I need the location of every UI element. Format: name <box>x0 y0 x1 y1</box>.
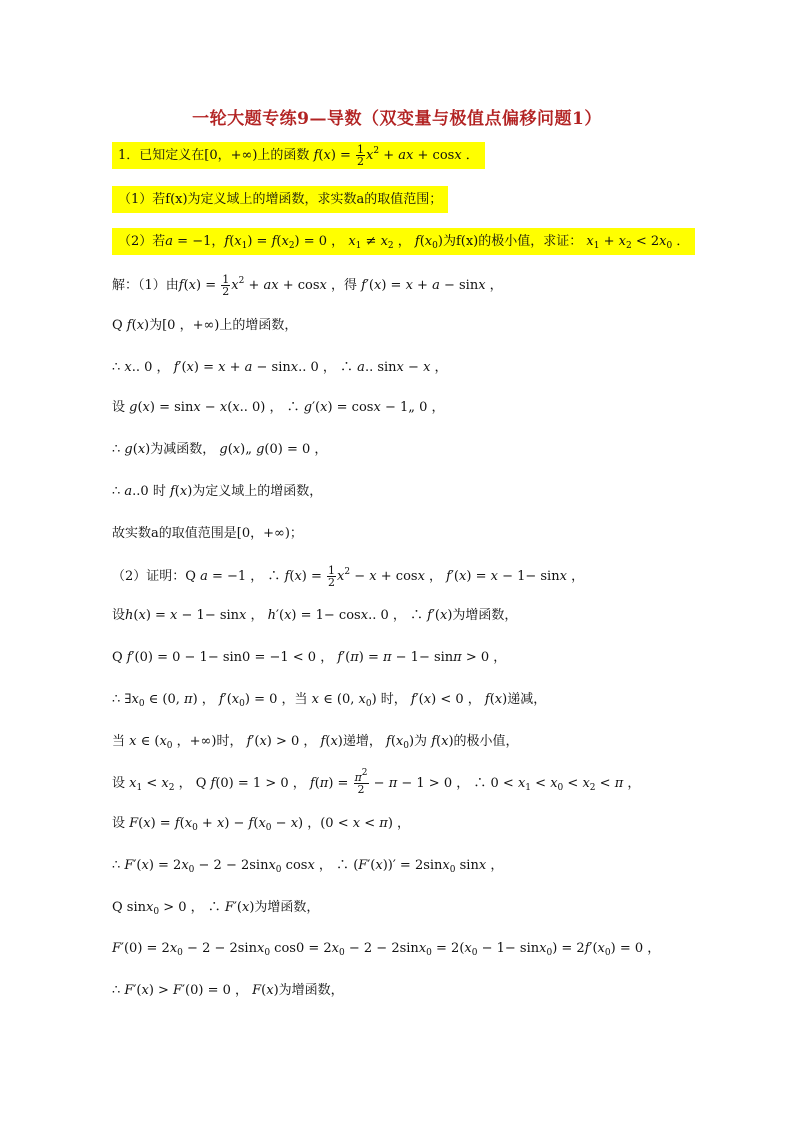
solution-line-10: Q f′(0) = 0 − 1− sin0 = −1 < 0 ， f′(π) = π − 1− sinπ > 0 ， <box>112 650 507 665</box>
solution-line-18: ∴ F′(x) > F′(0) = 0 ， F(x)为增函数， <box>112 983 344 998</box>
solution-line-9: 设h(x) = x − 1− sinx ， h′(x) = 1− cosx.. 0 ， ∴ f′(x)为增函数， <box>112 608 518 623</box>
solution-line-1: 解：（1）由f(x) = $\frac{1}{2}$ $x^2$ + ax + cosx ，得 f′(x) = x + a − sinx ， <box>112 273 503 298</box>
solution-line-7: 故实数a的取值范围是[0，+∞)； <box>112 526 303 541</box>
problem-stem: 1．已知定义在[0，+∞)上的函数 f(x) = $\frac{1}{2}$ $x^2$ + ax + cosx ． <box>112 144 485 167</box>
solution-line-15: ∴ $F'(x) = 2x_0 - 2 - 2\sin x_0$ cosx ， ∴ (F′(x))′ = 2sinx$_0$ sinx ， <box>112 858 504 875</box>
solution-line-2: Q f(x)为[0 ，+∞)上的增函数， <box>112 318 298 333</box>
page-title: 一轮大题专练9—导数（双变量与极值点偏移问题1） <box>192 109 602 129</box>
solution-line-8: （2）证明：Q a = −1 ， ∴ f(x) = $\frac{1}{2}$ $x^2 - x + \cos x$ ， f′(x) = x − 1− sinx ， <box>112 564 585 589</box>
solution-line-3: ∴ x.. 0 ， f′(x) = x + a − sinx.. 0 ， ∴ a.. sinx − x ， <box>112 360 448 375</box>
solution-line-17: $F'(0) = 2x_0 - 2 - 2\sin x_0$ $\cos 0 = 2x_0 - 2 - 2\sin x_0 = 2(x_0 - 1- \sin x_0) = 2f'(x_0) = 0$ ， <box>112 941 661 958</box>
solution-line-6: ∴ a..0 时 f(x)为定义域上的增函数， <box>112 484 323 499</box>
solution-line-14: 设 $F(x) = f(x_0 + x) - f(x_0 - x)$ ，(0 < x < π) ， <box>112 816 411 833</box>
solution-line-11: ∴ $\exists x_0$ ∈ (0, π) ， $f'(x_0) = 0$ ，当 x ∈ (0, $x_0$) 时， f′(x) < 0 ， f(x)递减， <box>112 692 547 709</box>
problem-part2: （2）若a = −1，$f(x_1) = f(x_2) = 0$ ， $x_1 \ne x_2$ ， $f(x_0)$为f(x)的极小值，求证： $x_1 + x_2 < 2x_0$ ． <box>112 232 695 252</box>
solution-line-13: 设 $x_1 < x_2$ ， Q f(0) = 1 > 0 ， f(π) = $\frac{\pi^2}{2}$ − π − 1 > 0 ， ∴ $0 < x_1 < x_0 < x_2 < \pi$ ， <box>112 768 641 796</box>
problem-part1: （1）若f(x)为定义域上的增函数，求实数a的取值范围； <box>112 190 448 210</box>
solution-line-5: ∴ g(x)为减函数， g(x)„ g(0) = 0 ， <box>112 442 328 457</box>
solution-line-12: 当 x ∈ ($x_0$ ，+∞)时， f′(x) > 0 ， f(x)递增， $f(x_0)$为 f(x)的极小值， <box>112 734 519 751</box>
solution-line-4: 设 g(x) = sinx − x(x.. 0) ， ∴ g′(x) = cosx − 1„ 0 ， <box>112 400 445 415</box>
solution-line-16: Q sinx$_0$ > 0 ， ∴ F′(x)为增函数， <box>112 900 320 917</box>
